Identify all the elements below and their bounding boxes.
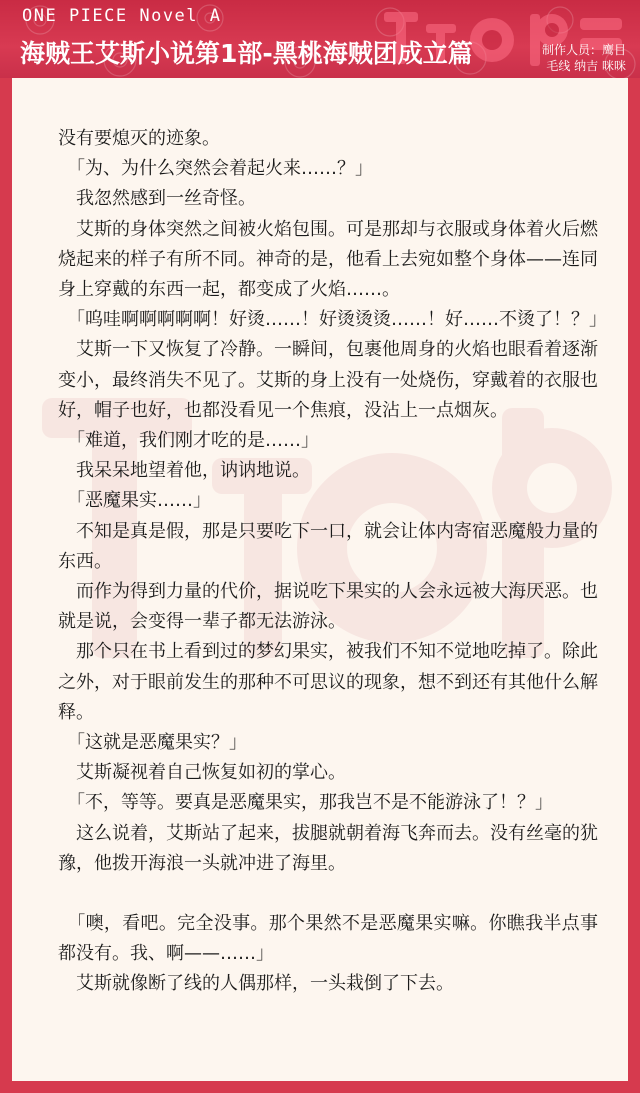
paragraph: 不知是真是假，那是只要吃下一口，就会让体内寄宿恶魔般力量的东西。 — [58, 520, 598, 572]
paragraph: 艾斯一下又恢复了冷静。一瞬间，包裹他周身的火焰也眼看着逐渐变小，最终消失不见了。艾斯的身上没有一处烧伤，穿戴着的衣服也好，帽子也好，也都没看见一个焦痕，没沾上一点烟灰。 — [58, 339, 598, 421]
paragraph: 「为、为什么突然会着起火来……？」 — [58, 158, 373, 180]
paragraph: 那个只在书上看到过的梦幻果实，被我们不知不觉地吃掉了。除此之外，对于眼前发生的那种不可思议的现象，想不到还有其他什么解释。 — [58, 641, 598, 723]
credits-line-1: 制作人员：鹰目 — [541, 43, 626, 57]
paragraph: 艾斯的身体突然之间被火焰包围。可是那却与衣服或身体着火后燃烧起来的样子有所不同。神奇的是，他看上去宛如整个身体——连同身上穿戴的东西一起，都变成了火焰……。 — [58, 218, 598, 301]
credits-line-2: 毛线 纳吉 咪咪 — [546, 59, 626, 73]
paragraph: 艾斯凝视着自己恢复如初的掌心。 — [58, 762, 346, 784]
paragraph: 没有要熄灭的迹象。 — [58, 128, 220, 149]
credits — [542, 42, 626, 74]
paragraph: 而作为得到力量的代价，据说吃下果实的人会永远被大海厌恶。也就是说，会变得一辈子都无法游泳。 — [58, 581, 598, 633]
novel-text — [58, 124, 607, 1000]
paragraph: 「不，等等。要真是恶魔果实，那我岂不是不能游泳了！？」 — [58, 792, 553, 814]
paragraph: 「呜哇啊啊啊啊啊！好烫……！好烫烫烫……！好……不烫了！？」 — [58, 309, 607, 331]
page-title: 海贼王艾斯小说第1部-黑桃海贼团成立篇 — [20, 39, 473, 68]
paragraph: 这么说着，艾斯站了起来，拔腿就朝着海飞奔而去。没有丝毫的犹豫，他拨开海浪一头就冲进了海里。 — [58, 822, 598, 874]
paragraph: 我呆呆地望着他，讷讷地说。 — [58, 460, 310, 482]
paragraph: 「恶魔果实……」 — [58, 490, 211, 512]
paragraph: 「噢，看吧。完全没事。那个果然不是恶魔果实嘛。你瞧我半点事都没有。我、啊——……」 — [58, 913, 598, 965]
paragraph: 我忽然感到一丝奇怪。 — [58, 188, 256, 210]
paragraph: 「难道，我们刚才吃的是……」 — [58, 430, 319, 452]
series-title: ONE PIECE Novel A — [22, 6, 222, 26]
paragraph: 艾斯就像断了线的人偶那样，一头栽倒了下去。 — [58, 973, 454, 995]
text-page — [12, 78, 628, 1081]
header-banner — [0, 0, 640, 78]
paragraph: 「这就是恶魔果实？」 — [58, 732, 247, 754]
